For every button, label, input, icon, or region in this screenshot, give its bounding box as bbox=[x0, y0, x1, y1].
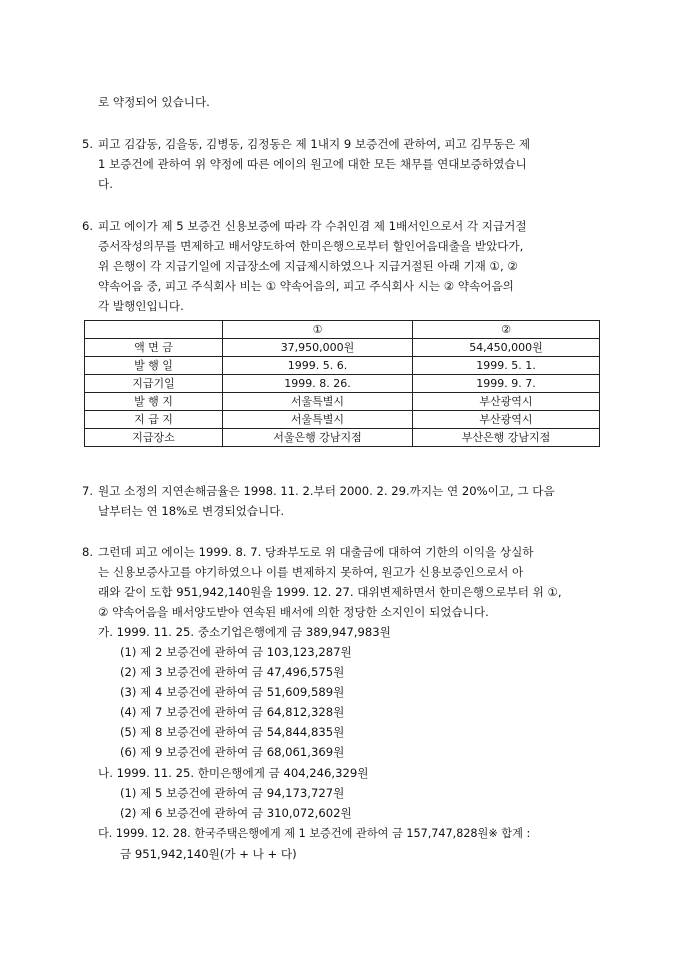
item6-line-1: 피고 에이가 제 5 보증건 신용보증에 따라 각 수취인겸 제 1배서인으로서 각 지급거절 bbox=[98, 219, 527, 233]
item8-sub-da-line-1: 다. 1999. 12. 28. 한국주택은행에게 제 1 보증건에 관하여 금 157,747,828원※ 합계 : bbox=[98, 827, 531, 840]
item8-sub-da-line-2: 금 951,942,140원(가 + 나 + 다) bbox=[120, 847, 297, 861]
intro-line: 로 약정되어 있습니다. bbox=[98, 95, 210, 109]
table-cell: 부산광역시 bbox=[413, 393, 600, 411]
item7-number: 7. bbox=[82, 484, 94, 498]
item6-number: 6. bbox=[82, 219, 94, 233]
table-row-label: 지급기일 bbox=[85, 375, 223, 393]
table-row bbox=[85, 393, 600, 411]
item6-line-2: 증서작성의무를 면제하고 배서양도하여 한미은행으로부터 할인어음대출을 받았다가, bbox=[98, 239, 524, 253]
item8-sub-ga-item: (4) 제 7 보증건에 관하여 금 64,812,328원 bbox=[120, 705, 345, 719]
item7-line-2: 날부터는 연 18%로 변경되었습니다. bbox=[98, 504, 285, 518]
item5-number: 5. bbox=[82, 137, 94, 151]
table-row bbox=[85, 429, 600, 447]
item6-line-4: 약속어음 중, 피고 주식회사 비는 ① 약속어음의, 피고 주식회사 시는 ② 약속어음의 bbox=[98, 279, 514, 293]
table-header-cell bbox=[85, 321, 223, 339]
table-cell: 1999. 9. 7. bbox=[413, 375, 600, 393]
item7-line-1: 원고 소정의 지연손해금율은 1998. 11. 2.부터 2000. 2. 29.까지는 연 20%이고, 그 다음 bbox=[98, 484, 555, 498]
item8-sub-ga-item: (5) 제 8 보증건에 관하여 금 54,844,835원 bbox=[120, 725, 345, 739]
table-cell: 54,450,000원 bbox=[413, 339, 600, 357]
table-cell: 1999. 5. 6. bbox=[223, 357, 413, 375]
item8-sub-ga-item: (1) 제 2 보증건에 관하여 금 103,123,287원 bbox=[120, 645, 352, 659]
item5-line-3: 다. bbox=[98, 177, 113, 191]
table-row-label: 지 급 지 bbox=[85, 411, 223, 429]
item8-sub-ga-label: 가. 1999. 11. 25. 중소기업은행에게 금 389,947,983원 bbox=[98, 625, 391, 639]
table-row-label: 액 면 금 bbox=[85, 339, 223, 357]
table-row bbox=[85, 411, 600, 429]
item6-line-5: 각 발행인입니다. bbox=[98, 299, 184, 313]
table-header-row bbox=[85, 321, 600, 339]
table-row-label: 발 행 일 bbox=[85, 357, 223, 375]
table-cell: 1999. 8. 26. bbox=[223, 375, 413, 393]
table-cell: 1999. 5. 1. bbox=[413, 357, 600, 375]
item8-sub-na-item: (2) 제 6 보증건에 관하여 금 310,072,602원 bbox=[120, 806, 352, 820]
item5-line-1: 피고 김갑동, 김을동, 김병동, 김정동은 제 1내지 9 보증건에 관하여, 피고 김무동은 제 bbox=[98, 137, 531, 151]
table-row-label: 지급장소 bbox=[85, 429, 223, 447]
table-row bbox=[85, 375, 600, 393]
item8-sub-na-label: 나. 1999. 11. 25. 한미은행에게 금 404,246,329원 bbox=[98, 766, 369, 780]
item8-line-2: 는 신용보증사고를 야기하였으나 이를 변제하지 못하여, 원고가 신용보증인으로서 아 bbox=[98, 565, 524, 579]
table-row bbox=[85, 339, 600, 357]
table-header-cell: ① bbox=[223, 321, 413, 339]
table-header-cell: ② bbox=[413, 321, 600, 339]
item6-line-3: 위 은행이 각 지급기일에 지급장소에 지급제시하였으나 지급거절된 아래 기재 ①, ② bbox=[98, 259, 518, 273]
promissory-notes-table bbox=[84, 320, 600, 447]
item8-line-4: ② 약속어음을 배서양도받아 연속된 배서에 의한 정당한 소지인이 되었습니다. bbox=[98, 605, 489, 619]
table-cell: 서울은행 강남지점 bbox=[223, 429, 413, 447]
item8-line-3: 래와 같이 도합 951,942,140원을 1999. 12. 27. 대위변제하면서 한미은행으로부터 위 ①, bbox=[98, 585, 562, 599]
table-row-label: 발 행 지 bbox=[85, 393, 223, 411]
table-row bbox=[85, 357, 600, 375]
table-cell: 서울특별시 bbox=[223, 393, 413, 411]
item8-number: 8. bbox=[82, 545, 94, 559]
item8-sub-ga-item: (6) 제 9 보증건에 관하여 금 68,061,369원 bbox=[120, 745, 345, 759]
item8-sub-ga-item: (2) 제 3 보증건에 관하여 금 47,496,575원 bbox=[120, 665, 345, 679]
item8-line-1: 그런데 피고 에이는 1999. 8. 7. 당좌부도로 위 대출금에 대하여 기한의 이익을 상실하 bbox=[98, 545, 534, 559]
table-cell: 부산광역시 bbox=[413, 411, 600, 429]
table-cell: 37,950,000원 bbox=[223, 339, 413, 357]
item8-sub-ga-item: (3) 제 4 보증건에 관하여 금 51,609,589원 bbox=[120, 685, 345, 699]
item8-sub-na-item: (1) 제 5 보증건에 관하여 금 94,173,727원 bbox=[120, 786, 345, 800]
table-cell: 부산은행 강남지점 bbox=[413, 429, 600, 447]
item5-line-2: 1 보증건에 관하여 위 약정에 따른 에이의 원고에 대한 모든 채무를 연대보증하였습니 bbox=[98, 157, 527, 171]
table-cell: 서울특별시 bbox=[223, 411, 413, 429]
